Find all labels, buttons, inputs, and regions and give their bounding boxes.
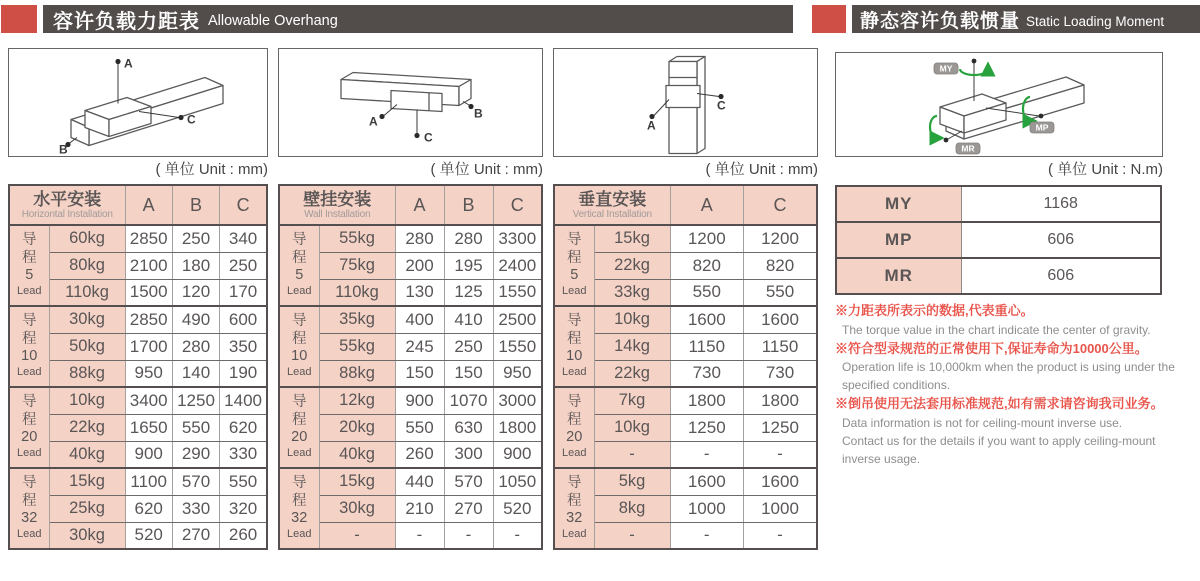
lead-num: 20 [291,429,308,446]
table-row [9,225,267,252]
table-row [554,306,817,333]
value-cell: 620 [125,495,172,522]
table-row [9,468,267,495]
value-cell: 550 [670,279,744,306]
lead-en: Lead [562,528,587,541]
value-cell: 950 [493,360,542,387]
value-cell: 1100 [125,468,172,495]
load-cell: 110kg [319,279,395,306]
table-row [554,495,817,522]
value-cell: - [493,522,542,549]
table-row [836,222,1161,258]
value-cell: 1200 [744,225,818,252]
value-cell: 1500 [125,279,172,306]
lead-zh: 导程 [22,475,37,509]
label-a: A [369,114,378,129]
table-row [554,468,817,495]
load-cell: 40kg [319,441,395,468]
load-cell: 8kg [594,495,670,522]
load-cell: 88kg [49,360,125,387]
value-cell: 1000 [670,495,744,522]
load-cell: 33kg [594,279,670,306]
load-table-wall [278,184,543,550]
note-en: Data information is not for ceiling-mount inverse use. [842,415,1123,430]
table-row [554,414,817,441]
value-cell: - [395,522,444,549]
load-cell: 30kg [49,522,125,549]
header-title-zh: 静态容许负载惯量 [860,10,1021,32]
lead-cell [554,387,594,468]
lead-en: Lead [287,528,312,541]
value-cell: 250 [220,252,267,279]
note-en: The torque value in the chart indicate the center of gravity. [842,322,1151,337]
value-cell: 210 [395,495,444,522]
value-cell: 340 [220,225,267,252]
value-cell: 900 [395,387,444,414]
value-cell: 280 [395,225,444,252]
moment-value: 606 [961,222,1161,258]
table-row [279,495,542,522]
value-cell: 900 [125,441,172,468]
lead-num: 10 [21,348,38,365]
label-c: C [717,98,726,113]
table-row [279,468,542,495]
table-title-zh: 水平安装 [33,189,102,209]
value-cell: 2400 [493,252,542,279]
value-cell: 1550 [493,333,542,360]
value-cell: 820 [744,252,818,279]
value-cell: 1600 [670,306,744,333]
lead-num: 32 [21,510,38,527]
lead-zh: 导程 [22,394,37,428]
table-row [279,306,542,333]
table-title-en: Wall Installation [304,209,371,221]
lead-en: Lead [562,285,587,298]
diagram-box-vertical [553,48,818,157]
load-cell: 30kg [319,495,395,522]
value-cell: 2850 [125,225,172,252]
value-cell: 410 [444,306,493,333]
lead-zh: 导程 [292,475,307,509]
lead-cell [9,306,49,387]
lead-zh: 导程 [567,394,582,428]
value-cell: 1700 [125,333,172,360]
load-cell: 110kg [49,279,125,306]
moment-label: MY [836,186,961,222]
load-cell: 10kg [594,306,670,333]
header-accent-square-right [812,5,846,33]
column-header: C [493,185,542,225]
load-cell: 10kg [594,414,670,441]
label-c: C [187,112,196,127]
value-cell: 120 [172,279,219,306]
table-row [554,441,817,468]
value-cell: 260 [220,522,267,549]
load-cell: 15kg [594,225,670,252]
table-row [279,414,542,441]
unit-note-mm: ( 单位 Unit : mm) [430,161,543,178]
value-cell: 1400 [220,387,267,414]
value-cell: 270 [172,522,219,549]
lead-en: Lead [17,285,42,298]
table-title-en: Horizontal Installation [21,209,113,221]
label-c: C [424,130,433,145]
table-row [279,279,542,306]
moment-value: 1168 [961,186,1161,222]
lead-zh: 导程 [292,232,307,266]
label-mr: MR [961,143,975,154]
load-cell: 60kg [49,225,125,252]
lead-zh: 导程 [567,475,582,509]
lead-cell [279,468,319,549]
lead-num: 32 [291,510,308,527]
value-cell: 820 [670,252,744,279]
value-cell: 730 [744,360,818,387]
table-row [279,252,542,279]
value-cell: 900 [493,441,542,468]
value-cell: 400 [395,306,444,333]
unit-note-mm: ( 单位 Unit : mm) [705,161,818,178]
value-cell: 550 [172,414,219,441]
lead-cell [279,306,319,387]
lead-num: 20 [21,429,38,446]
header-bar-static-loading-moment [852,5,1200,33]
value-cell: 630 [444,414,493,441]
value-cell: 1150 [670,333,744,360]
load-cell: 22kg [594,252,670,279]
value-cell: 550 [744,279,818,306]
value-cell: 170 [220,279,267,306]
column-header: A [670,185,744,225]
load-cell: 88kg [319,360,395,387]
load-cell: 5kg [594,468,670,495]
section-moment [835,48,1163,295]
label-b: B [474,106,483,121]
unit-note-nm: ( 单位 Unit : N.m) [1048,161,1163,178]
value-cell: 550 [395,414,444,441]
table-row [836,186,1161,222]
load-cell: 15kg [319,468,395,495]
lead-zh: 导程 [22,232,37,266]
column-header: C [744,185,818,225]
value-cell: 190 [220,360,267,387]
lead-cell [554,306,594,387]
header-title-en: Static Loading Moment [1026,13,1165,29]
table-row [279,225,542,252]
note-en: inverse usage. [842,451,921,466]
load-cell: 55kg [319,333,395,360]
lead-num: 20 [566,429,583,446]
value-cell: 290 [172,441,219,468]
lead-en: Lead [17,366,42,379]
value-cell: 620 [220,414,267,441]
load-cell: 22kg [594,360,670,387]
table-row [279,387,542,414]
column-header: A [395,185,444,225]
load-table-vertical [553,184,818,550]
diagram-box-horizontal [8,48,268,157]
note-en: Operation life is 10,000km when the product is using under the [842,360,1175,374]
table-row [554,333,817,360]
load-cell: 10kg [49,387,125,414]
header-accent-square-left [1,5,37,33]
value-cell: 1800 [493,414,542,441]
value-cell: 245 [395,333,444,360]
load-cell: 25kg [49,495,125,522]
value-cell: 1250 [670,414,744,441]
moment-label: MR [836,258,961,294]
value-cell: 1800 [670,387,744,414]
lead-en: Lead [287,366,312,379]
note-en: specified conditions. [842,378,951,392]
value-cell: 1600 [670,468,744,495]
lead-num: 5 [25,267,34,284]
table-row [554,279,817,306]
load-cell: 14kg [594,333,670,360]
lead-en: Lead [287,447,312,460]
value-cell: 3000 [493,387,542,414]
value-cell: - [744,441,818,468]
moment-value: 606 [961,258,1161,294]
load-cell: - [319,522,395,549]
value-cell: 2850 [125,306,172,333]
value-cell: 490 [172,306,219,333]
table-title-zh: 壁挂安装 [303,189,372,209]
load-cell: - [594,522,670,549]
header-title-zh: 容许负载力距表 [53,10,200,33]
value-cell: 440 [395,468,444,495]
lead-cell [279,225,319,306]
load-cell: 55kg [319,225,395,252]
value-cell: 250 [172,225,219,252]
table-title-zh: 垂直安装 [578,189,647,209]
column-header: C [220,185,267,225]
lead-en: Lead [17,447,42,460]
load-cell: - [594,441,670,468]
value-cell: 350 [220,333,267,360]
table-title-en: Vertical Installation [572,209,652,221]
load-cell: 30kg [49,306,125,333]
table-row [9,387,267,414]
moment-label: MP [836,222,961,258]
table-title-cell [279,185,395,225]
lead-cell [554,225,594,306]
value-cell: 195 [444,252,493,279]
value-cell: 330 [172,495,219,522]
moment-table [835,185,1162,295]
value-cell: 150 [395,360,444,387]
lead-num: 32 [566,510,583,527]
lead-en: Lead [562,447,587,460]
value-cell: 1070 [444,387,493,414]
load-cell: 20kg [319,414,395,441]
lead-en: Lead [287,285,312,298]
lead-zh: 导程 [292,394,307,428]
section-vertical [553,48,818,550]
value-cell: 2100 [125,252,172,279]
label-my: MY [939,63,953,74]
value-cell: 250 [444,333,493,360]
value-cell: 1200 [670,225,744,252]
section-horizontal [8,48,268,550]
table-header-row [279,185,542,225]
table-row [836,258,1161,294]
lead-num: 10 [291,348,308,365]
section-wall [278,48,543,550]
load-cell: 35kg [319,306,395,333]
value-cell: 260 [395,441,444,468]
value-cell: 300 [444,441,493,468]
label-b: B [59,142,68,156]
note-zh: ※力距表所表示的数据,代表重心。 [835,303,1034,318]
table-row [279,522,542,549]
table-row [279,333,542,360]
value-cell: 520 [125,522,172,549]
table-row [554,387,817,414]
value-cell: 320 [220,495,267,522]
value-cell: 1150 [744,333,818,360]
value-cell: 1650 [125,414,172,441]
load-cell: 75kg [319,252,395,279]
value-cell: - [670,522,744,549]
value-cell: 1250 [172,387,219,414]
value-cell: 270 [444,495,493,522]
table-row [554,522,817,549]
value-cell: 570 [444,468,493,495]
value-cell: 140 [172,360,219,387]
lead-cell [9,225,49,306]
diagram-box-moment [835,52,1163,157]
value-cell: 1050 [493,468,542,495]
lead-num: 10 [566,348,583,365]
value-cell: 150 [444,360,493,387]
value-cell: 600 [220,306,267,333]
value-cell: 730 [670,360,744,387]
load-cell: 40kg [49,441,125,468]
table-row [554,225,817,252]
value-cell: 180 [172,252,219,279]
unit-note-mm: ( 单位 Unit : mm) [155,161,268,178]
value-cell: 950 [125,360,172,387]
table-header-row [9,185,267,225]
column-header: B [172,185,219,225]
load-cell: 12kg [319,387,395,414]
value-cell: 1600 [744,468,818,495]
value-cell: 550 [220,468,267,495]
value-cell: - [744,522,818,549]
lead-en: Lead [562,366,587,379]
label-mp: MP [1035,122,1049,133]
wall-installation-diagram-icon [279,49,542,156]
note-en: Contact us for the details if you want to apply ceiling-mount [842,433,1156,448]
column-header: B [444,185,493,225]
table-row [279,441,542,468]
value-cell: 570 [172,468,219,495]
lead-cell [9,468,49,549]
lead-zh: 导程 [22,313,37,347]
load-cell: 7kg [594,387,670,414]
value-cell: 125 [444,279,493,306]
vertical-installation-diagram-icon [554,49,817,156]
value-cell: 200 [395,252,444,279]
table-row [554,252,817,279]
label-a: A [647,118,656,133]
horizontal-installation-diagram-icon [9,49,267,156]
value-cell: 3400 [125,387,172,414]
value-cell: 1800 [744,387,818,414]
table-row [279,360,542,387]
value-cell: 280 [444,225,493,252]
label-a: A [124,56,133,71]
value-cell: 130 [395,279,444,306]
value-cell: 280 [172,333,219,360]
note-zh: ※符合型录规范的正常使用下,保证寿命为10000公里。 [835,340,1148,356]
table-header-row [554,185,817,225]
lead-cell [9,387,49,468]
lead-cell [279,387,319,468]
value-cell: 1600 [744,306,818,333]
header-title-en: Allowable Overhang [208,13,338,29]
value-cell: 1000 [744,495,818,522]
load-cell: 80kg [49,252,125,279]
value-cell: 520 [493,495,542,522]
moment-diagram-icon [836,53,1162,156]
load-cell: 50kg [49,333,125,360]
lead-zh: 导程 [567,232,582,266]
header-bar-allowable-overhang [43,5,793,33]
value-cell: 1550 [493,279,542,306]
value-cell: 1250 [744,414,818,441]
lead-num: 5 [570,267,579,284]
load-cell: 22kg [49,414,125,441]
lead-cell [554,468,594,549]
table-row [554,360,817,387]
lead-en: Lead [17,528,42,541]
value-cell: 2500 [493,306,542,333]
table-title-cell [9,185,125,225]
table-title-cell [554,185,670,225]
value-cell: 330 [220,441,267,468]
lead-zh: 导程 [292,313,307,347]
footnotes [835,301,1197,468]
value-cell: - [444,522,493,549]
lead-zh: 导程 [567,313,582,347]
load-cell: 15kg [49,468,125,495]
table-row [9,306,267,333]
value-cell: - [670,441,744,468]
note-zh: ※倒吊使用无法套用标准规范,如有需求请咨询我司业务。 [835,396,1164,411]
value-cell: 3300 [493,225,542,252]
column-header: A [125,185,172,225]
load-table-horizontal [8,184,268,550]
diagram-box-wall [278,48,543,157]
lead-num: 5 [295,267,304,284]
